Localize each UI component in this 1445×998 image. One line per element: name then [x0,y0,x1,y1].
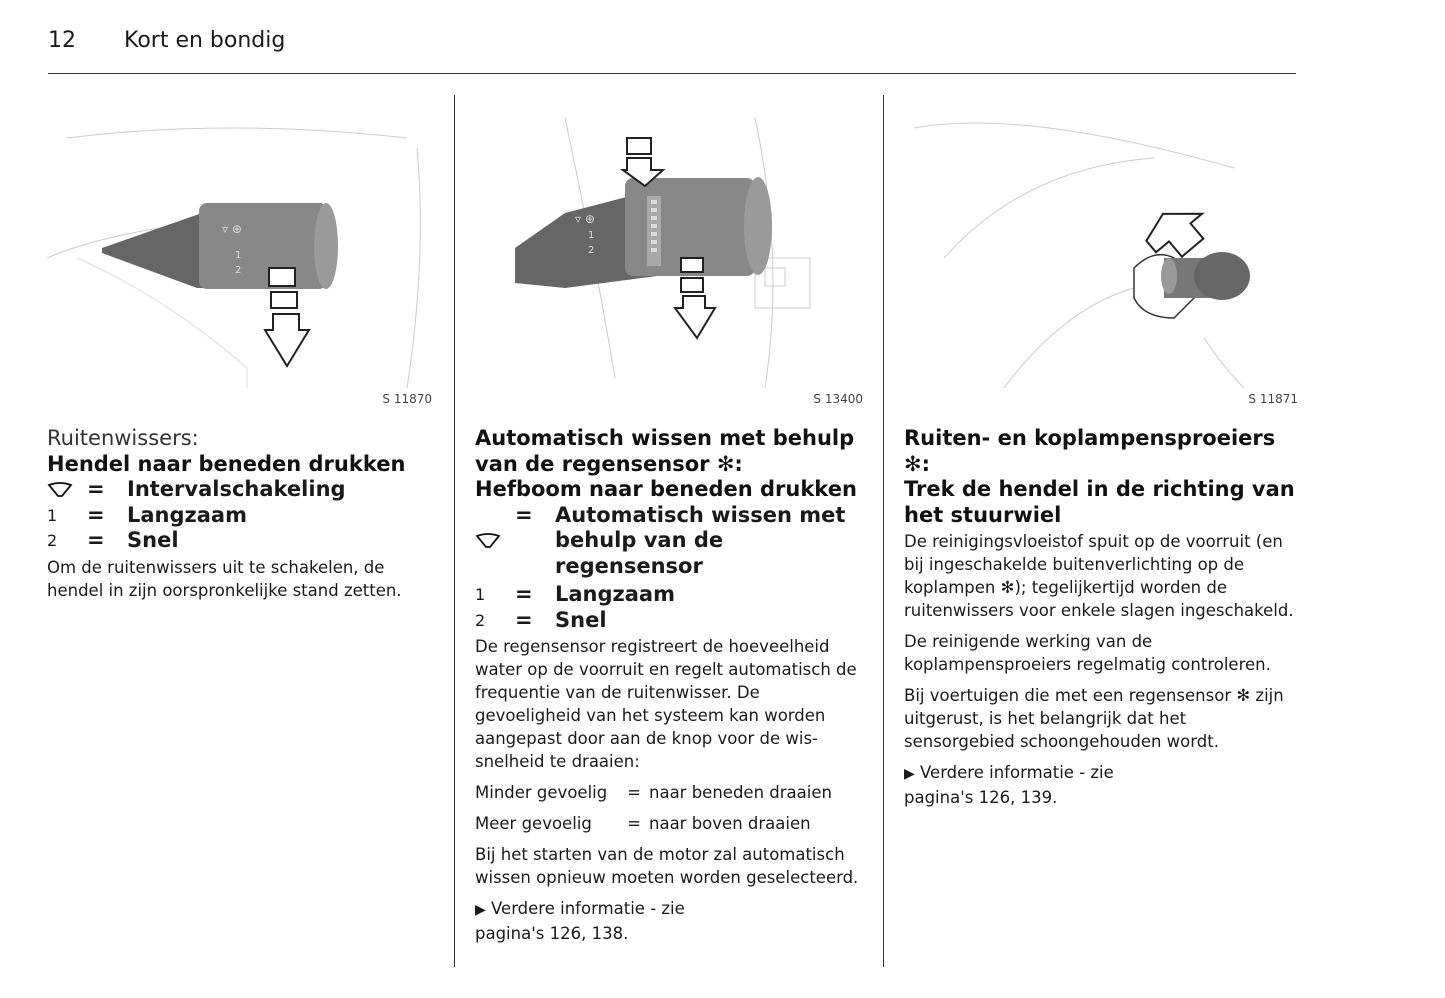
column-rain-sensor [475,108,863,945]
paragraph: Om de ruitenwissers uit te schakelen, de hendel in zijn oorspronkelijke stand zetten. [47,557,402,600]
svg-text:▿ ⊕: ▿ ⊕ [222,222,242,236]
definition-key: 1 [47,505,58,525]
heading-line: Automatisch wissen met behulp [475,426,855,450]
illustration-washer-lever [904,108,1298,408]
figure-code: S 13400 [813,392,863,406]
definition-key: 2 [47,531,58,550]
sensitivity-eq: = [627,814,641,833]
figure-code: S 11870 [382,392,432,406]
more-info [475,897,863,945]
sensitivity-row [475,812,863,835]
wiper-interval-icon [47,477,87,503]
definition-eq: = [515,607,533,632]
more-info-pages: pagina's 126, 138. [475,924,629,943]
figure-code: S 11871 [1248,392,1298,406]
header-rule [48,73,1296,74]
svg-text:▿ ⊕: ▿ ⊕ [575,212,595,226]
sensitivity-eq: = [627,783,641,802]
sensitivity-label: Minder gevoelig [475,783,608,802]
definition-value: Intervalschakeling [127,477,346,501]
svg-text:1: 1 [235,250,242,261]
definition-row [475,503,863,580]
column-washers [904,108,1298,809]
page-number: 12 [48,28,76,53]
heading-line: Ruiten- en koplampensproeiers ✻: [904,426,1276,476]
column-divider [883,95,884,967]
definition-value: Automatisch wissen met behulp van de regensensor [555,502,846,578]
definition-key: 2 [475,610,486,630]
sensitivity-value: naar boven draaien [649,814,811,833]
paragraph: De regensensor registreert de hoeveelheid water op de voorruit en regelt automatisch de frequentie van de ruitenwisser. De gevoeligheid van het systeem kan worden aangepast door aan de knop voor de wis-snelheid te draaien: [475,637,857,771]
definition-row [475,608,863,634]
heading-line: Ruitenwissers: [47,426,199,450]
definition-row [47,503,432,529]
heading-line: Trek de hendel in de richting van [904,477,1295,501]
sensitivity-row [475,781,863,804]
definition-eq: = [87,528,105,552]
paragraph: De reinigingsvloeistof spuit op de voorruit (en bij ingeschakelde buitenverlichting op de koplampen ✻); tegelijkertijd worden de ruitenwissers voor enkele slagen ingeschakeld. [904,532,1294,620]
heading-line: het stuurwiel [904,502,1062,527]
more-info [904,761,1298,809]
arrow-right-icon: ▶ [475,902,486,918]
definition-eq: = [87,502,105,527]
heading-line: Hefboom naar beneden drukken [475,477,857,501]
heading [904,426,1298,528]
illustration-wiper-lever [47,108,432,408]
illustration-rain-sensor-lever [475,108,863,408]
column-wipers [47,108,432,602]
more-info-label: Verdere informatie - zie [491,899,685,918]
column-divider [454,95,455,967]
definition-value: Langzaam [555,582,675,606]
wiper-interval-icon [475,503,515,580]
definition-eq: = [87,477,105,501]
definition-value: Snel [127,528,179,552]
arrow-right-icon: ▶ [904,766,915,782]
definition-key: 1 [475,585,486,604]
definition-row [47,477,432,503]
definition-row [475,582,863,608]
definition-value: Snel [555,607,607,632]
definition-eq: = [515,582,533,606]
definition-value: Langzaam [127,502,247,527]
heading [475,426,863,503]
more-info-label: Verdere informatie - zie [920,763,1114,782]
paragraph: De reinigende werking van de koplampensproeiers regelmatig controleren. [904,632,1271,674]
heading-line: Hendel naar beneden drukken [47,451,406,476]
definition-row [47,528,432,554]
svg-text:2: 2 [588,245,595,256]
sensitivity-value: naar beneden draaien [649,783,832,802]
sensitivity-label: Meer gevoelig [475,814,592,833]
page-header [48,26,1298,74]
more-info-pages: pagina's 126, 139. [904,788,1058,807]
paragraph: Bij het starten van de motor zal automatisch wissen opnieuw moeten worden geselecteerd. [475,845,859,887]
section-title: Kort en bondig [124,28,286,53]
heading-line: van de regensensor ✻: [475,451,743,476]
svg-text:1: 1 [588,230,595,241]
definition-eq: = [515,502,533,527]
paragraph: Bij voertuigen die met een regensensor ✻ zijn uitgerust, is het belangrijk dat het sensorgebied schoongehouden wordt. [904,686,1284,751]
heading [47,426,432,477]
svg-text:2: 2 [235,265,242,276]
